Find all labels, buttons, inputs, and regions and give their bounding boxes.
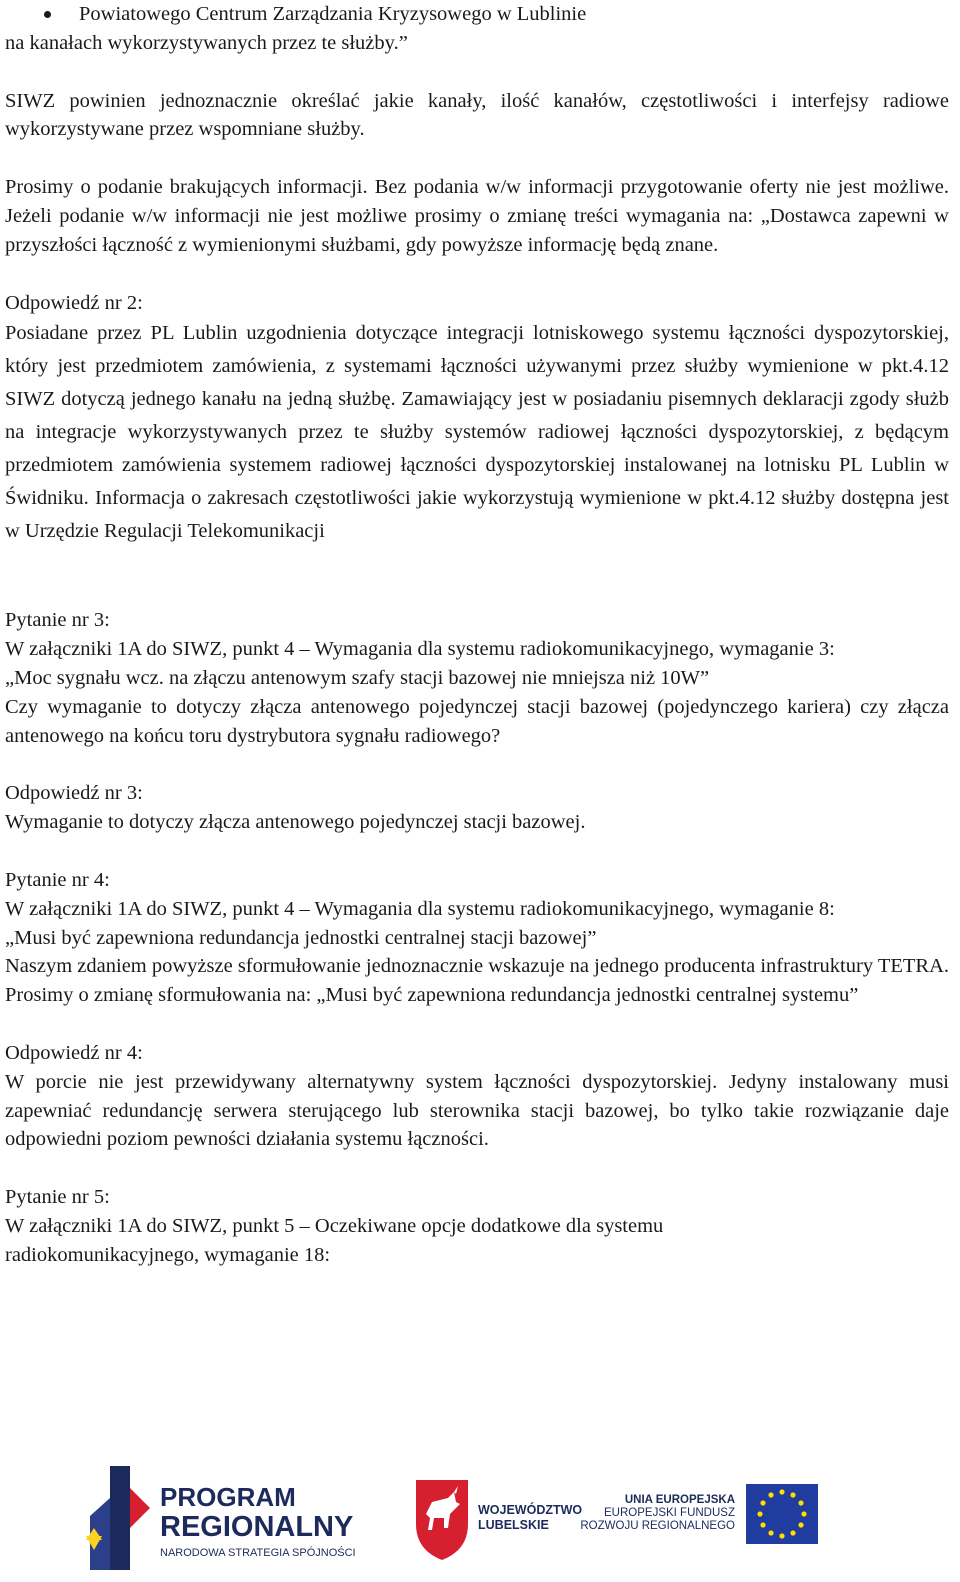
siwz-paragraph: SIWZ powinien jednoznacznie określać jakie kanały, ilość kanałów, częstotliwości i interfejsy radiowe wykorzystywane przez wspomniane służby. (5, 89, 949, 141)
eu-line-3: ROZWOJU REGIONALNEGO (580, 1520, 735, 1532)
answer-4-body: W porcie nie jest przewidywany alternatywny system łączności dyspozytorskiej. Jedyny instalowany musi zapewniać redundancję serwera sterującego lub sterownika stacji bazowej, bo tylko takie rozwiązanie daje odpowiedni poziom pewności działania systemu łączności. (5, 1070, 949, 1151)
voivodeship-line-1: WOJEWÓDZTWO (478, 1503, 583, 1517)
voivodeship-line-2: LUBELSKIE (478, 1518, 549, 1532)
eu-logo (580, 1458, 838, 1582)
wojewodztwo-lubelskie-logo (410, 1458, 590, 1582)
answer-3-heading: Odpowiedź nr 3: (5, 782, 143, 805)
question-4-reference: W załączniki 1A do SIWZ, punkt 4 – Wymagania dla systemu radiokomunikacyjnego, wymaganie 8: (5, 897, 835, 920)
question-5-heading: Pytanie nr 5: (5, 1186, 110, 1209)
bullet-dot (44, 11, 51, 18)
footer-logos (0, 1458, 960, 1582)
question-3-quote: „Moc sygnału wcz. na złączu antenowym szafy stacji bazowej nie mniejsza niż 10W” (5, 666, 710, 689)
eu-line-2: EUROPEJSKI FUNDUSZ (604, 1507, 735, 1519)
question-5-line-2: radiokomunikacyjnego, wymaganie 18: (5, 1243, 331, 1266)
question-3-heading: Pytanie nr 3: (5, 609, 110, 632)
answer-3-body: Wymaganie to dotyczy złącza antenowego pojedynczej stacji bazowej. (5, 811, 586, 834)
question-5-line-1: W załączniki 1A do SIWZ, punkt 5 – Oczekiwane opcje dodatkowe dla systemu (5, 1214, 664, 1237)
question-4-body-2: Prosimy o zmianę sformułowania na: „Musi być zapewniona redundancja jednostki centralnej systemu” (5, 984, 859, 1007)
question-4-heading: Pytanie nr 4: (5, 868, 110, 891)
eu-line-1: UNIA EUROPEJSKA (624, 1494, 735, 1506)
bullet-item: Powiatowego Centrum Zarządzania Kryzysowego w Lublinie (5, 0, 949, 29)
question-3-reference: W załączniki 1A do SIWZ, punkt 4 – Wymagania dla systemu radiokomunikacyjnego, wymaganie 3: (5, 638, 835, 661)
answer-4-heading: Odpowiedź nr 4: (5, 1041, 143, 1064)
answer-2-body: Posiadane przez PL Lublin uzgodnienia dotyczące integracji lotniskowego systemu łączności dyspozytorskiej, który jest przedmiotem zamówienia, z systemami łączności używanymi przez służby wymienione w pkt.4.12 SIWZ dotyczą jednego kanału na jedną służbę. Zamawiający jest w posiadaniu pisemnych deklaracji zgody służb na integracje wykorzystywanych przez te służby systemów radiowej łączności dyspozytorskiej, z będącym przedmiotem zamówienia systemem radiowej łączności dyspozytorskiej instalowanej na lotnisku PL Lublin w Świdniku. Informacja o zakresach częstotliwości jakie wykorzystują wymienione w pkt.4.12 służby dostępna jest w Urzędzie Regulacji Telekomunikacji (5, 322, 949, 543)
program-line-3: NARODOWA STRATEGIA SPÓJNOŚCI (160, 1547, 356, 1559)
answer-2-heading: Odpowiedź nr 2: (5, 291, 143, 314)
bullet-continuation: na kanałach wykorzystywanych przez te służby.” (5, 31, 408, 54)
program-line-2: REGIONALNY (160, 1511, 354, 1543)
question-4-body-1: Naszym zdaniem powyższe sformułowanie jednoznacznie wskazuje na jednego producenta infrastruktury TETRA. (5, 955, 950, 978)
question-3-body: Czy wymaganie to dotyczy złącza antenowego pojedynczej stacji bazowej (pojedynczego kariera) czy złącza antenowego na końcu toru dystrybutora sygnału radiowego? (5, 695, 949, 747)
request-paragraph: Prosimy o podanie brakujących informacji. Bez podania w/w informacji przygotowanie oferty nie jest możliwe. Jeżeli podanie w/w informacji nie jest możliwe prosimy o zmianę treści wymagania na: „Dostawca zapewni w przyszłości łączność z wymienionymi służbami, gdy powyższe informację będą znane. (5, 176, 949, 256)
program-line-1: PROGRAM (160, 1482, 296, 1512)
question-4-quote: „Musi być zapewniona redundancja jednostki centralnej stacji bazowej” (5, 926, 597, 949)
program-regionalny-logo (80, 1458, 380, 1582)
document-body (5, 0, 949, 1270)
